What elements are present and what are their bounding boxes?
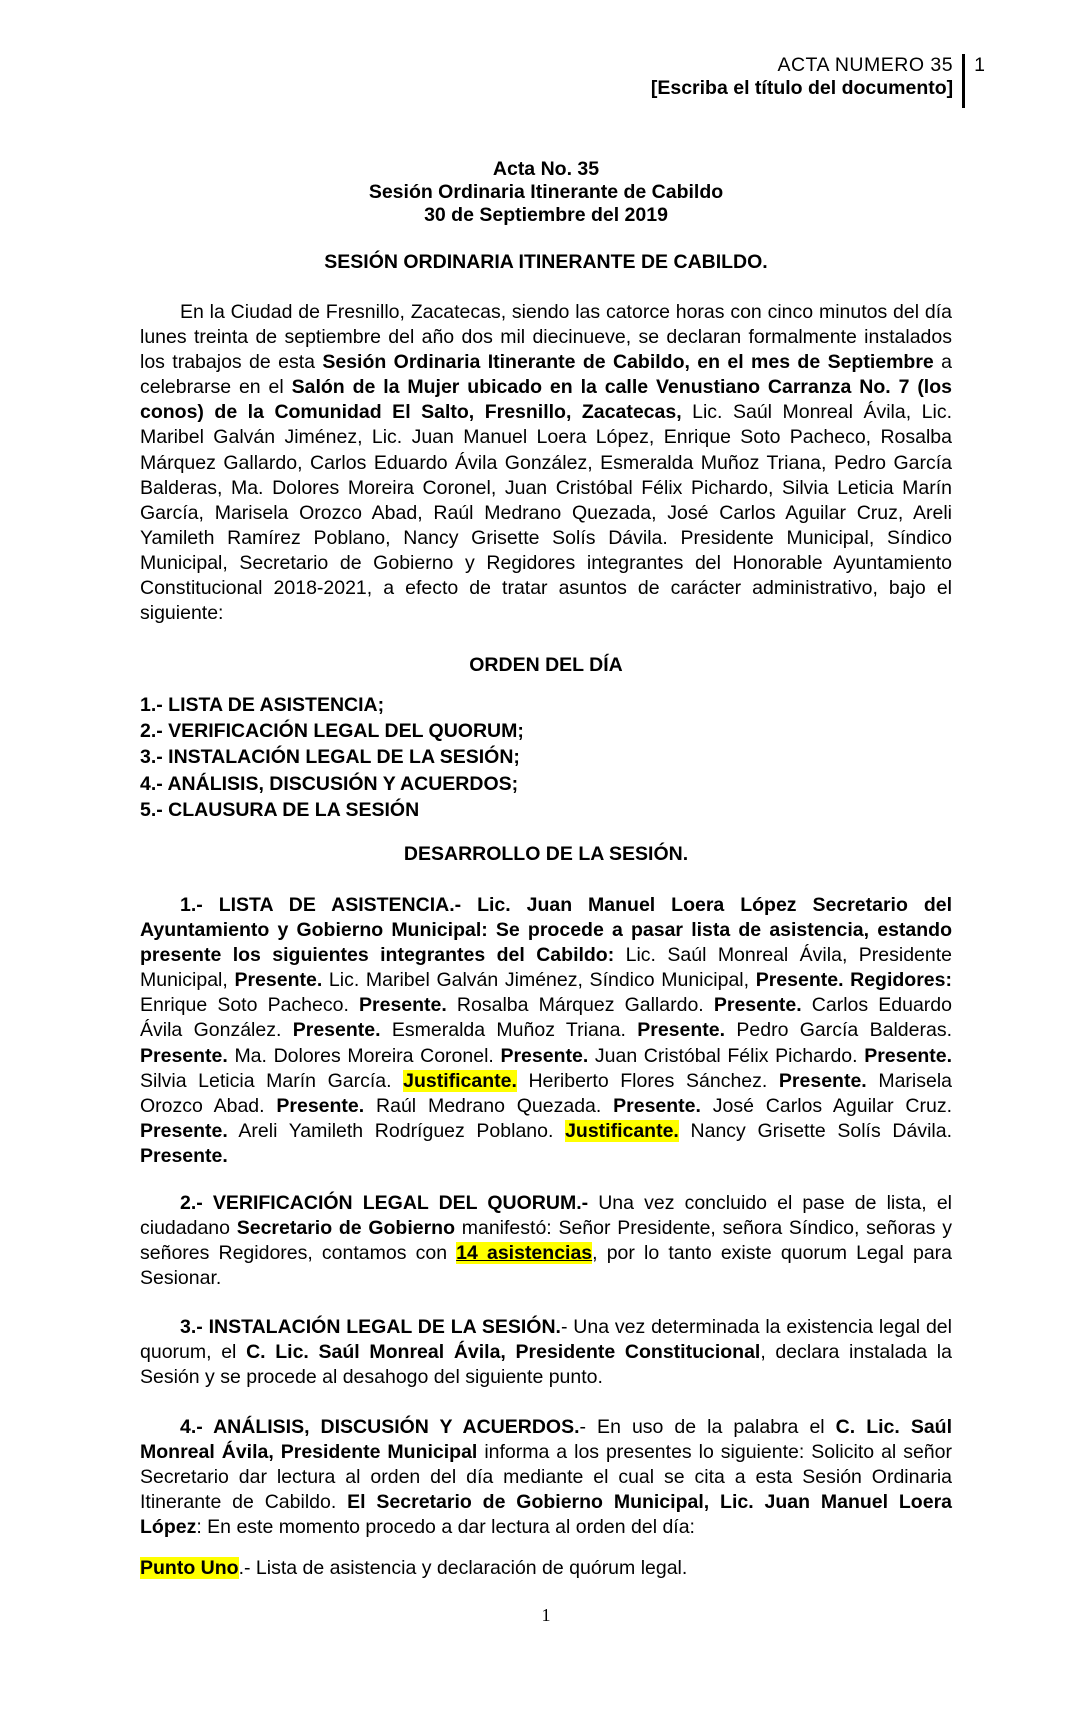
title-line-session: Sesión Ordinaria Itinerante de Cabildo xyxy=(368,181,724,203)
orden-item-1: 1.- LISTA DE ASISTENCIA; xyxy=(140,694,385,716)
orden-item-4: 4.- ANÁLISIS, DISCUSIÓN Y ACUERDOS; xyxy=(140,772,519,795)
orden-del-dia-heading: ORDEN DEL DÍA xyxy=(469,654,623,676)
title-line-date: 30 de Septiembre del 2019 xyxy=(424,204,668,226)
intro-paragraph: En la Ciudad de Fresnillo, Zacatecas, siendo las catorce horas con cinco minutos del día lunes treinta de septiembre del año dos mil diecinueve, se declaran formalmente instalados los trabajos de esta Sesión Ordinaria Itinerante de Cabildo, en el mes de Septiembre a celebrarse en el Salón de la Mujer ubicado en la calle Venustiano Carranza No. 7 (los conos) de la Comunidad El Salto, Fresnillo, Zacatecas, Lic. Saúl Monreal Ávila, Lic. Maribel Galván Jiménez, Lic. Juan Manuel Loera López, Enrique Soto Pacheco, Rosalba Márquez Gallardo, Carlos Eduardo Ávila González, Esmeralda Muñoz Triana, Pedro García Balderas, Ma. Dolores Moreira Coronel, Juan Cristóbal Félix Pichardo, Silvia Leticia Marín García, Marisela Orozco Abad, Raúl Medrano Quezada, José Carlos Aguilar Cruz, Areli Yamileth Ramírez Poblano, Nancy Grisette Solís Dávila. Presidente Municipal, Síndico Municipal, Secretario de Gobierno y Regidores integrantes del Honorable Ayuntamiento Constitucional 2018-2021, a efecto de tratar asuntos de carácter administrativo, bajo el siguiente: xyxy=(140,301,952,625)
footer-page-number: 1 xyxy=(541,1605,551,1625)
header-text-block xyxy=(651,54,953,100)
orden-item-2: 2.- VERIFICACIÓN LEGAL DEL QUORUM; xyxy=(140,720,524,743)
desarrollo-heading: DESARROLLO DE LA SESIÓN. xyxy=(403,843,689,865)
orden-del-dia-list xyxy=(140,692,952,823)
attendance-paragraph: 1.- LISTA DE ASISTENCIA.- Lic. Juan Manuel Loera López Secretario del Ayuntamiento y Gobierno Municipal: Se procede a pasar lista de asistencia, estando presente los siguientes integrantes del Cabildo: Lic. Saúl Monreal Ávila, Presidente Municipal, Presente. Lic. Maribel Galván Jiménez, Síndico Municipal, Presente. Regidores: Enrique Soto Pacheco. Presente. Rosalba Márquez Gallardo. Presente. Carlos Eduardo Ávila González. Presente. Esmeralda Muñoz Triana. Presente. Pedro García Balderas. Presente. Ma. Dolores Moreira Coronel. Presente. Juan Cristóbal Félix Pichardo. Presente. Silvia Leticia Marín García. Justificante. Heriberto Flores Sánchez. Presente. Marisela Orozco Abad. Presente. Raúl Medrano Quezada. Presente. José Carlos Aguilar Cruz. Presente. Areli Yamileth Rodríguez Poblano. Justificante. Nancy Grisette Solís Dávila. Presente. xyxy=(140,894,953,1167)
analysis-paragraph: 4.- ANÁLISIS, DISCUSIÓN Y ACUERDOS.- En uso de la palabra el C. Lic. Saúl Monreal Ávila, Presidente Municipal informa a los presentes lo siguiente: Solicito al señor Secretario dar lectura al orden del día mediante el cual se cita a esta Sesión Ordinaria Itinerante de Cabildo. El Secretario de Gobierno Municipal, Lic. Juan Manuel Loera López: En este momento procedo a dar lectura al orden del día: xyxy=(140,1416,953,1539)
page-footer xyxy=(140,1603,952,1627)
header-page-number: 1 xyxy=(974,54,985,76)
session-heading: SESIÓN ORDINARIA ITINERANTE DE CABILDO. xyxy=(324,251,768,273)
punto-uno-paragraph: Punto Uno.- Lista de asistencia y declaración de quórum legal. xyxy=(140,1557,688,1579)
header-title-placeholder: [Escriba el título del documento] xyxy=(650,77,954,99)
header-divider xyxy=(962,54,965,108)
quorum-paragraph: 2.- VERIFICACIÓN LEGAL DEL QUORUM.- Una vez concluido el pase de lista, el ciudadano Secretario de Gobierno manifestó: Señor Presidente, señora Síndico, señoras y señores Regidores, contamos con 14 asistencias, por lo tanto existe quorum Legal para Sesionar. xyxy=(140,1192,953,1290)
page-header xyxy=(651,54,985,108)
installation-paragraph: 3.- INSTALACIÓN LEGAL DE LA SESIÓN.- Una vez determinada la existencia legal del quorum, el C. Lic. Saúl Monreal Ávila, Presidente Constitucional, declara instalada la Sesión y se procede al desahogo del siguiente punto. xyxy=(140,1316,952,1389)
title-line-acta: Acta No. 35 xyxy=(492,158,600,180)
document-title-block xyxy=(140,158,952,227)
header-acta-label: ACTA NUMERO 35 xyxy=(777,54,954,76)
orden-item-5: 5.- CLAUSURA DE LA SESIÓN xyxy=(140,798,420,821)
orden-item-3: 3.- INSTALACIÓN LEGAL DE LA SESIÓN; xyxy=(140,746,520,769)
